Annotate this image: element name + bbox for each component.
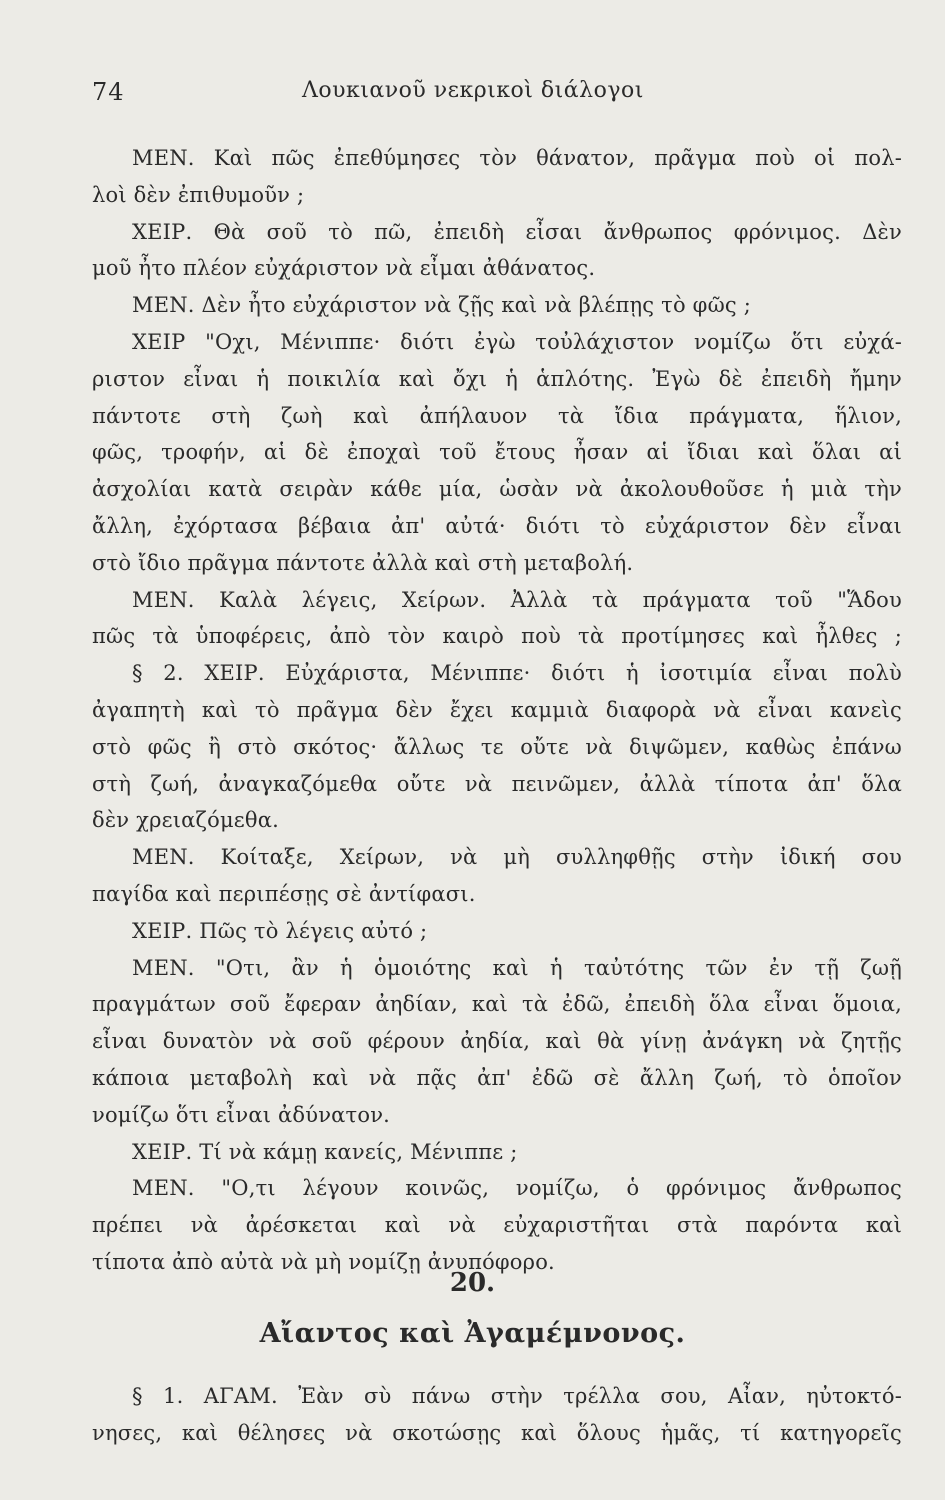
text-line: στὸ φῶς ἢ στὸ σκότος· ἄλλως τε οὔτε νὰ διψῶμεν, καθὼς ἐπάνω [92, 734, 902, 759]
text-line: ἄλλη, ἐχόρτασα βέβαια ἀπ' αὐτά· διότι τὸ εὐχάριστον δὲν εἶναι [92, 513, 902, 538]
dialogue-text-chapter-20 [92, 1378, 902, 1452]
page-header [92, 78, 905, 118]
text-line: πάντοτε στὴ ζωὴ καὶ ἀπήλαυον τὰ ἴδια πράγματα, ἥλιον, [92, 403, 902, 428]
text-line: λοὶ δὲν ἐπιθυμοῦν ; [92, 182, 305, 207]
text-line: πρέπει νὰ ἀρέσκεται καὶ νὰ εὐχαριστῆται στὰ παρόντα καὶ [92, 1213, 902, 1238]
text-line: ἀσχολίαι κατὰ σειρὰν κάθε μία, ὡσὰν νὰ ἀκολουθοῦσε ἡ μιὰ τὴν [92, 477, 902, 502]
text-line: ΜΕΝ. "Ο,τι λέγουν κοινῶς, νομίζω, ὁ φρόνιμος ἄνθρωπος [132, 1176, 902, 1201]
text-line: ΧΕΙΡ. Πῶς τὸ λέγεις αὐτό ; [132, 918, 428, 943]
text-line: πῶς τὰ ὑποφέρεις, ἀπὸ τὸν καιρὸ ποὺ τὰ προτίμησες καὶ ἦλθες ; [92, 624, 902, 649]
text-line: στὴ ζωή, ἀναγκαζόμεθα οὔτε νὰ πεινῶμεν, ἀλλὰ τίποτα ἀπ' ὅλα [92, 771, 902, 796]
text-line: πραγμάτων σοῦ ἔφεραν ἀηδίαν, καὶ τὰ ἐδῶ, ἐπειδὴ ὅλα εἶναι ὅμοια, [92, 992, 902, 1017]
text-line: νησες, καὶ θέλησες νὰ σκοτώσῃς καὶ ὅλους ἡμᾶς, τί κατηγορεῖς [92, 1420, 902, 1445]
chapter-title: Αἴαντος καὶ Ἀγαμέμνονος. [259, 1318, 686, 1349]
text-line: ΜΕΝ. Καὶ πῶς ἐπεθύμησες τὸν θάνατον, πρᾶγμα ποὺ οἱ πολ- [132, 146, 902, 170]
running-title: Λουκιανοῦ νεκρικοὶ διάλογοι [302, 78, 644, 103]
dialogue-text [92, 140, 902, 1281]
page-number: 74 [92, 78, 125, 106]
text-line: ριστον εἶναι ἡ ποικιλία καὶ ὄχι ἡ ἁπλότης. Ἐγὼ δὲ ἐπειδὴ ἤμην [92, 366, 902, 391]
text-line: ΧΕΙΡ. Θὰ σοῦ τὸ πῶ, ἐπειδὴ εἶσαι ἄνθρωπος φρόνιμος. Δὲν [132, 219, 902, 244]
text-line: ΜΕΝ. "Οτι, ἂν ἡ ὁμοιότης καὶ ἡ ταὐτότης τῶν ἐν τῇ ζωῇ [132, 955, 902, 980]
text-line: ΧΕΙΡ. Τί νὰ κάμῃ κανείς, Μένιππε ; [132, 1139, 518, 1164]
text-line: ΜΕΝ. Δὲν ἦτο εὐχάριστον νὰ ζῇς καὶ νὰ βλέπῃς τὸ φῶς ; [132, 293, 752, 318]
text-line: στὸ ἴδιο πρᾶγμα πάντοτε ἀλλὰ καὶ στὴ μεταβολή. [92, 550, 634, 575]
text-line: κάποια μεταβολὴ καὶ νὰ πᾷς ἀπ' ἐδῶ σὲ ἄλλη ζωή, τὸ ὁποῖον [92, 1065, 902, 1090]
text-line: τίποτα ἀπὸ αὐτὰ νὰ μὴ νομίζῃ ἀνυπόφορο. [92, 1249, 555, 1274]
text-line: φῶς, τροφήν, αἱ δὲ ἐποχαὶ τοῦ ἔτους ἦσαν αἱ ἴδιαι καὶ ὅλαι αἱ [92, 440, 902, 465]
text-line: § 1. ΑΓΑΜ. Ἐὰν σὺ πάνω στὴν τρέλλα σου, Αἶαν, ηὐτοκτό- [132, 1384, 902, 1408]
text-line: δὲν χρειαζόμεθα. [92, 808, 279, 833]
chapter-number: 20. [449, 1268, 496, 1298]
text-line: ΜΕΝ. Καλὰ λέγεις, Χείρων. Ἀλλὰ τὰ πράγματα τοῦ "Ἅδου [132, 587, 902, 612]
text-line: ΧΕΙΡ "Οχι, Μένιππε· διότι ἐγὼ τοὐλάχιστον νομίζω ὅτι εὐχά- [132, 329, 902, 354]
text-line: ΜΕΝ. Κοίταξε, Χείρων, νὰ μὴ συλληφθῇς στὴν ἰδική σου [132, 845, 902, 870]
text-line: εἶναι δυνατὸν νὰ σοῦ φέρουν ἀηδία, καὶ θὰ γίνῃ ἀνάγκη νὰ ζητῇς [92, 1029, 902, 1054]
text-line: παγίδα καὶ περιπέσῃς σὲ ἀντίφασι. [92, 881, 476, 906]
text-line: νομίζω ὅτι εἶναι ἀδύνατον. [92, 1102, 391, 1127]
text-line: μοῦ ἦτο πλέον εὐχάριστον νὰ εἶμαι ἀθάνατος. [92, 256, 596, 281]
text-line: ἀγαπητὴ καὶ τὸ πρᾶγμα δὲν ἔχει καμμιὰ διαφορὰ νὰ εἶναι κανεὶς [92, 697, 902, 722]
text-line: § 2. ΧΕΙΡ. Εὐχάριστα, Μένιππε· διότι ἡ ἰσοτιμία εἶναι πολὺ [132, 661, 902, 686]
